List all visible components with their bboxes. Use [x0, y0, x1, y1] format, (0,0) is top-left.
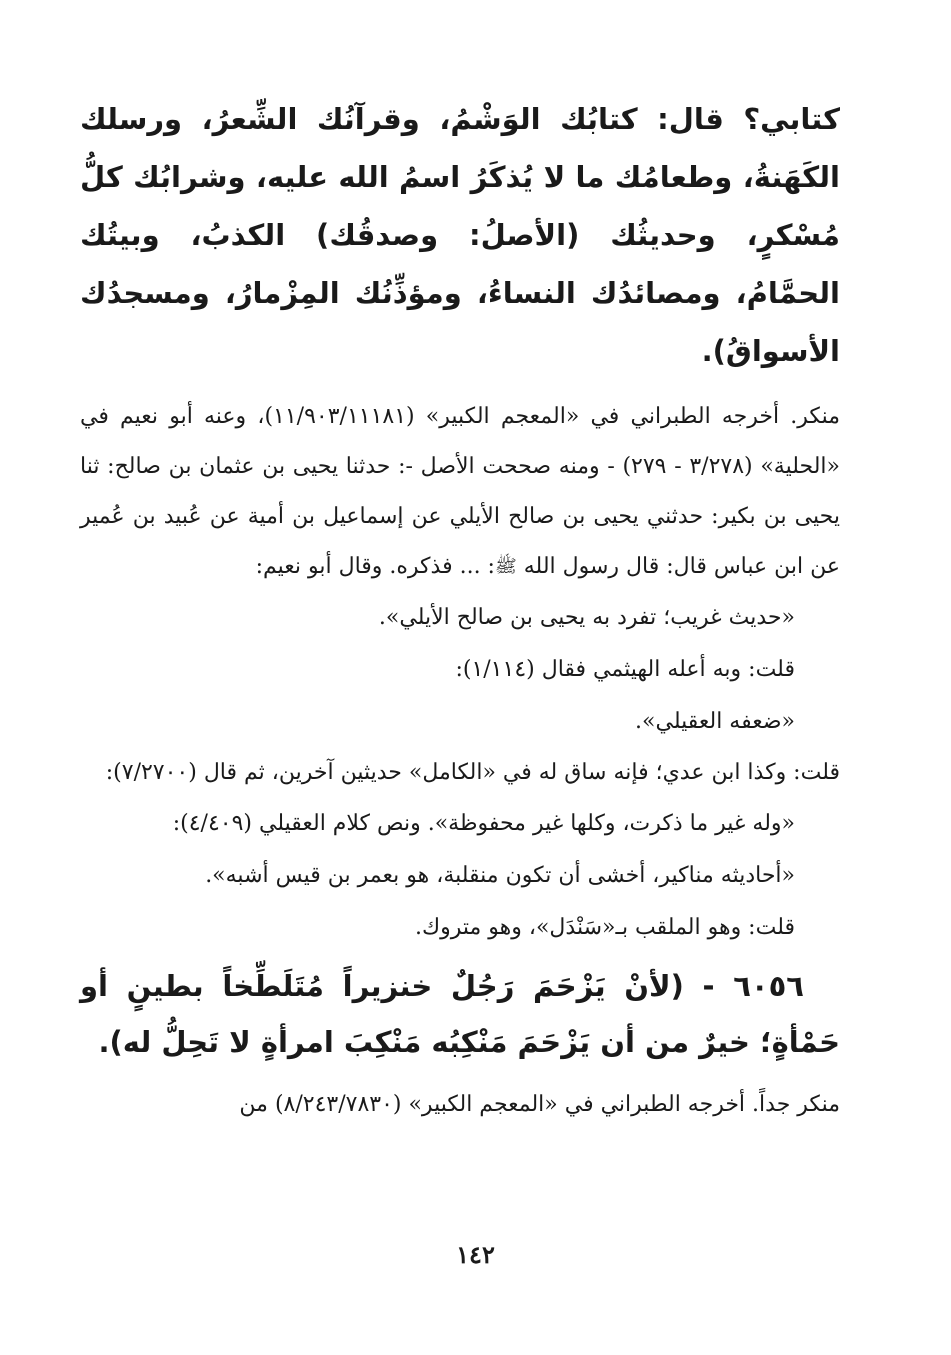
note-sandal: قلت: وهو الملقب بـ«سَنْدَل»، وهو متروك.	[414, 915, 795, 940]
quote-haythami: «ضعفه العقيلي».	[635, 709, 795, 734]
takhrij-tail: : ... فذكره. وقال أبو نعيم:	[255, 554, 495, 579]
takhrij-paragraph-1	[80, 392, 840, 592]
quote-ibn-adi: «وله غير ما ذكرت، وكلها غير محفوظة». ونص كلام العقيلي (٤/٤٠٩):	[172, 811, 795, 836]
page-number: ١٤٢	[456, 1240, 495, 1269]
quote-abu-nuaim: «حديث غريب؛ تفرد به يحيى بن صالح الأيلي».	[378, 605, 795, 630]
salawat-glyph: ﷺ	[494, 556, 517, 577]
takhrij-paragraph-2: قلت: وكذا ابن عدي؛ فإنه ساق له في «الكامل» حديثين آخرين، ثم قال (٧/٢٧٠٠):	[105, 760, 840, 785]
page-body	[80, 90, 840, 1130]
quote-uqayli: «أحاديثه مناكير، أخشى أن تكون منقلبة، هو بعمر بن قيس أشبه».	[205, 863, 795, 888]
note-haythami: قلت: وبه أعله الهيثمي فقال (١/١١٤):	[455, 657, 795, 682]
hadith-continuation: كتابي؟ قال: كتابُك الوَشْمُ، وقرآنُك الشِّعرُ، ورسلك الكَهَنةُ، وطعامُك ما لا يُذكَرُ اسمُ الله عليه، وشرابُك كلُّ مُسْكرٍ، وحديثُك (الأصلُ: وصدقُك) الكذبُ، وبيتُك الحمَّامُ، ومصائدُك النساءُ، ومؤذِّنُك المِزْمارُ، ومسجدُك الأسواقُ).	[80, 102, 840, 368]
takhrij-paragraph-3: منكر جداً. أخرجه الطبراني في «المعجم الكبير» (٨/٢٤٣/٧٨٣٠) من	[239, 1092, 840, 1117]
hadith-6056: ٦٠٥٦ - (لأنْ يَزْحَمَ رَجُلٌ خنزيراً مُتَلَطِّخاً بطينٍ أو حَمْأةٍ؛ خيرٌ من أن يَزْحَمَ مَنْكِبُه مَنْكِبَ امرأةٍ لا تَحِلُّ له).	[80, 969, 840, 1059]
takhrij-text: منكر. أخرجه الطبراني في «المعجم الكبير» (١١/٩٠٣/١١١٨١)، وعنه أبو نعيم في «الحلية» (٣/٢٧٨ - ٢٧٩) - ومنه صححت الأصل -: حدثنا يحيى بن عثمان بن صالح: ثنا يحيى بن بكير: حدثني يحيى بن صالح الأيلي عن إسماعيل بن أمية عن عُبيد بن عُمير عن ابن عباس قال: قال رسول الله	[80, 404, 840, 579]
